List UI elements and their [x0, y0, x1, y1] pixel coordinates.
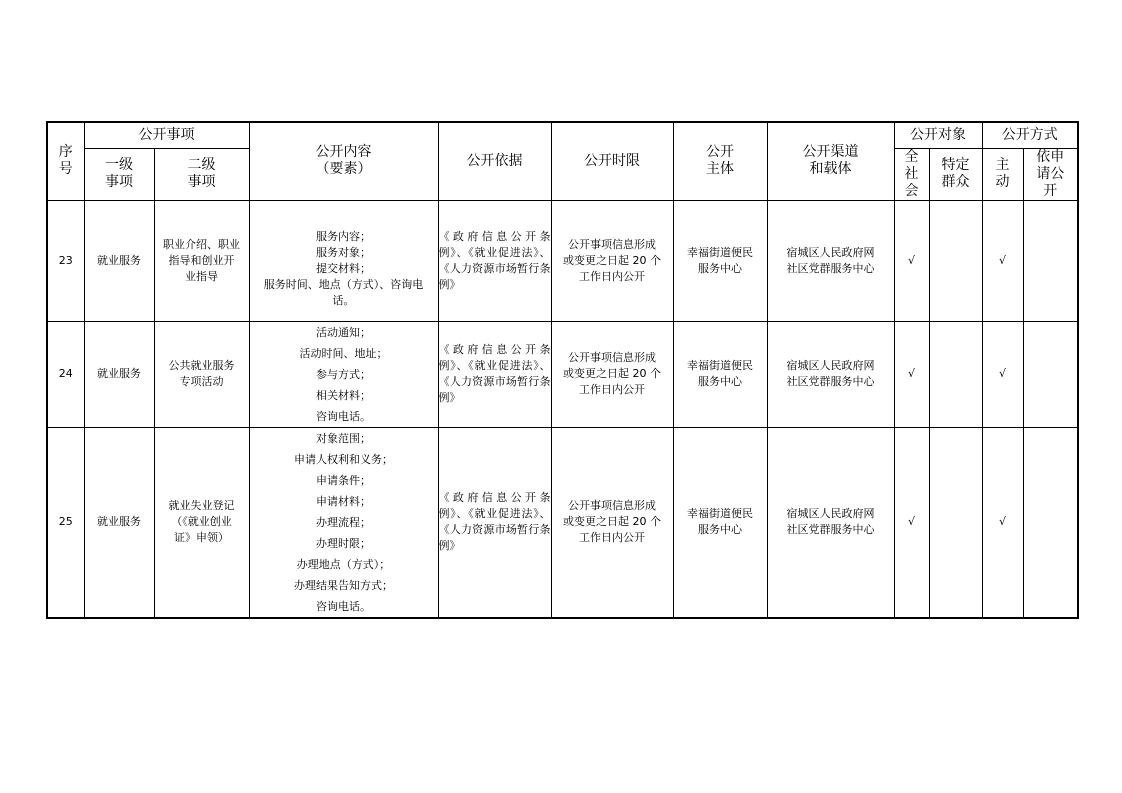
content-item: 活动时间、地址；	[299, 346, 388, 360]
header-target-all: 全 社 会	[894, 148, 929, 200]
content-item: 申请人权利和义务；	[294, 452, 393, 466]
header-seq: 序 号	[47, 122, 84, 200]
row-target-all: √	[894, 321, 929, 427]
row-method-apply	[1023, 427, 1078, 618]
row-time-limit: 公开事项信息形成 或变更之日起 20 个 工作日内公开	[551, 200, 673, 321]
row-target-all: √	[894, 427, 929, 618]
row-target-specific	[929, 427, 982, 618]
row-method-active: √	[982, 200, 1023, 321]
row-basis: 《政府信息公开条例》、《就业促进法》、《人力资源市场暂行条例》	[438, 200, 551, 321]
row-seq: 25	[47, 427, 84, 618]
row-level2: 就业失业登记 （《就业创业 证》申领）	[154, 427, 249, 618]
row-channel: 宿城区人民政府网 社区党群服务中心	[767, 427, 894, 618]
header-target: 公开对象	[894, 122, 982, 148]
header-method-active: 主 动	[982, 148, 1023, 200]
row-channel: 宿城区人民政府网 社区党群服务中心	[767, 200, 894, 321]
table-row	[47, 427, 1078, 618]
row-subject: 幸福街道便民 服务中心	[673, 427, 767, 618]
content-item: 话。	[332, 294, 355, 307]
header-target-specific: 特定 群众	[929, 148, 982, 200]
content-item: 咨询电话。	[316, 409, 371, 423]
row-level1: 就业服务	[84, 427, 154, 618]
content-item: 服务内容；	[316, 230, 371, 243]
header-basis: 公开依据	[438, 122, 551, 200]
row-subject: 幸福街道便民 服务中心	[673, 321, 767, 427]
content-item: 相关材料；	[316, 388, 371, 402]
row-level2: 职业介绍、职业 指导和创业开 业指导	[154, 200, 249, 321]
header-row-1	[47, 122, 1078, 148]
header-open-items: 公开事项	[84, 122, 249, 148]
content-item: 办理地点（方式）；	[296, 557, 391, 571]
table-row	[47, 321, 1078, 427]
content-item: 服务对象；	[316, 246, 371, 259]
row-target-specific	[929, 321, 982, 427]
row-time-limit: 公开事项信息形成 或变更之日起 20 个 工作日内公开	[551, 321, 673, 427]
row-target-specific	[929, 200, 982, 321]
row-level1: 就业服务	[84, 321, 154, 427]
row-time-limit: 公开事项信息形成 或变更之日起 20 个 工作日内公开	[551, 427, 673, 618]
row-method-apply	[1023, 321, 1078, 427]
content-item: 申请条件；	[316, 473, 371, 487]
row-seq: 23	[47, 200, 84, 321]
header-content: 公开内容 （要素）	[249, 122, 438, 200]
disclosure-table	[46, 121, 1079, 619]
row-target-all: √	[894, 200, 929, 321]
header-method-apply: 依申 请公 开	[1023, 148, 1078, 200]
content-item: 对象范围；	[316, 431, 371, 445]
row-method-apply	[1023, 200, 1078, 321]
content-item: 办理流程；	[316, 515, 371, 529]
table-row	[47, 200, 1078, 321]
row-level2: 公共就业服务 专项活动	[154, 321, 249, 427]
content-item: 参与方式；	[316, 367, 371, 381]
header-method: 公开方式	[982, 122, 1078, 148]
content-item: 申请材料；	[316, 494, 371, 508]
row-level1: 就业服务	[84, 200, 154, 321]
header-subject: 公开 主体	[673, 122, 767, 200]
content-item: 提交材料；	[316, 262, 371, 275]
content-item: 活动通知；	[316, 325, 371, 339]
row-subject: 幸福街道便民 服务中心	[673, 200, 767, 321]
row-content	[249, 200, 438, 321]
row-content	[249, 321, 438, 427]
header-time-limit: 公开时限	[551, 122, 673, 200]
row-content	[249, 427, 438, 618]
header-level2: 二级 事项	[154, 148, 249, 200]
header-level1: 一级 事项	[84, 148, 154, 200]
row-seq: 24	[47, 321, 84, 427]
content-item: 办理结果告知方式；	[294, 578, 393, 592]
row-basis: 《政府信息公开条例》、《就业促进法》、《人力资源市场暂行条例》	[438, 427, 551, 618]
row-method-active: √	[982, 321, 1023, 427]
row-method-active: √	[982, 427, 1023, 618]
row-basis: 《政府信息公开条例》、《就业促进法》、《人力资源市场暂行条例》	[438, 321, 551, 427]
content-item: 咨询电话。	[316, 599, 371, 613]
content-item: 服务时间、地点（方式）、咨询电	[263, 278, 424, 291]
content-item: 办理时限；	[316, 536, 371, 550]
header-channel: 公开渠道 和载体	[767, 122, 894, 200]
row-channel: 宿城区人民政府网 社区党群服务中心	[767, 321, 894, 427]
